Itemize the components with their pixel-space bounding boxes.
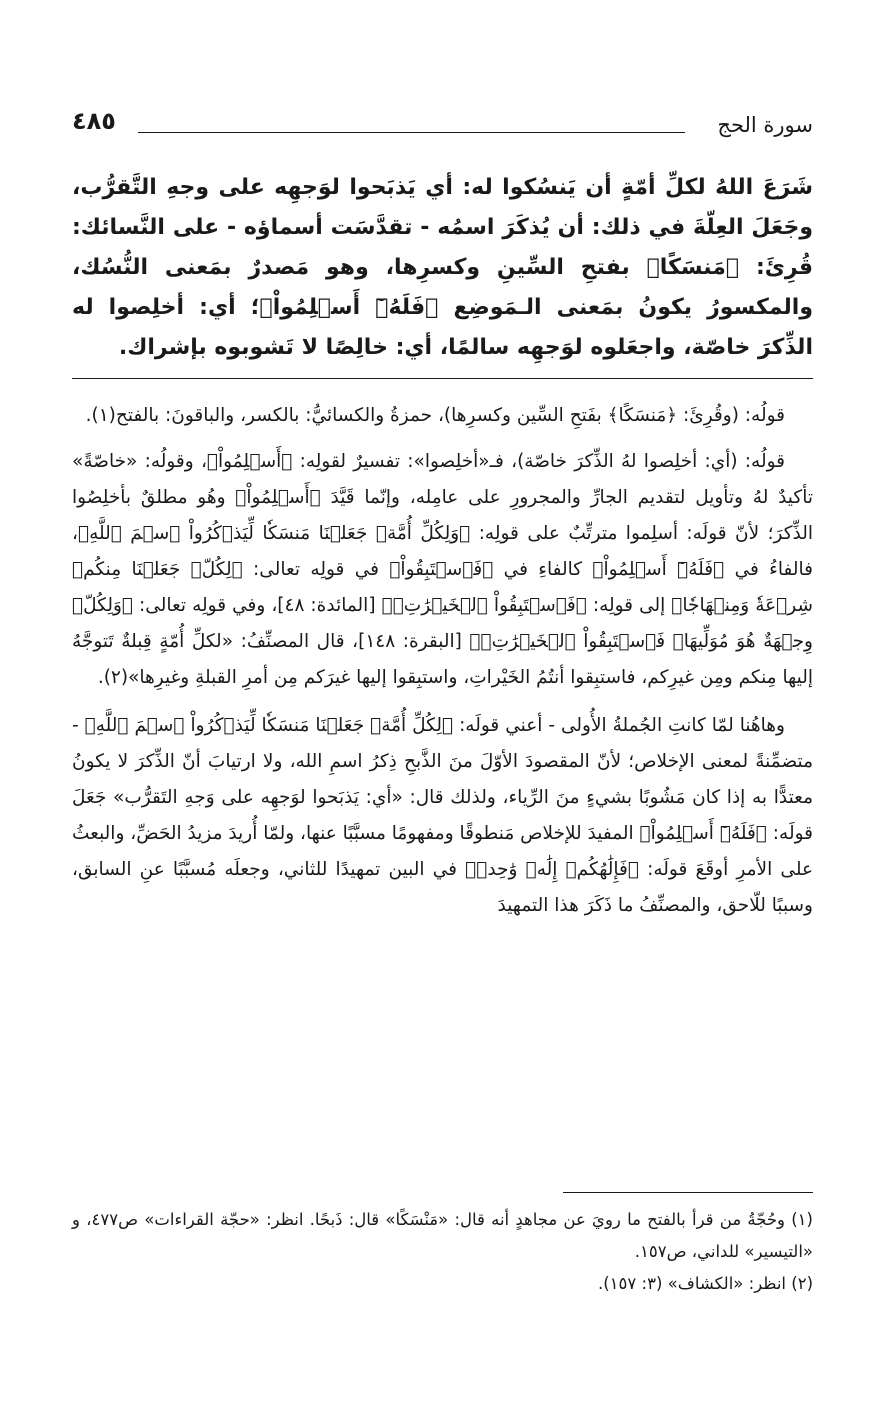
running-header — [72, 104, 813, 144]
surah-name: سورة الحج — [717, 113, 813, 137]
page-number: ٤٨٥ — [72, 107, 116, 135]
footnotes — [72, 1204, 813, 1300]
header-rule — [138, 132, 685, 133]
footnote-2: (٢) انظر: «الكشاف» (٣: ١٥٧). — [597, 1274, 813, 1293]
matn-text — [72, 168, 813, 368]
commentary-paragraph-2: قولُه: (أي: أخلِصوا لهُ الذِّكرَ خاصّة)، فـ«أخلِصوا»: تفسيرٌ لقولِه: ﴿أَسۡلِمُواْ﴾، وقولُه: «خاصّةً» تأكيدٌ لهُ وتأويل لتقديم الجارِّ والمجرورِ على عامِله، وإنّما قَيَّدَ ﴿أَسۡلِمُواْ﴾ وهُو مطلقٌ بأخلِصُوا الذِّكرَ؛ لأنّ قولَه: أسلِموا مترتِّبٌ على قولِه: ﴿وَلِكُلِّ أُمَّةٖ جَعَلۡنَا مَنسَكٗا لِّيَذۡكُرُواْ ٱسۡمَ ٱللَّهِ﴾، فالفاءُ في ﴿فَلَهُۥٓ أَسۡلِمُواْ﴾ كالفاءِ في ﴿فَٱسۡتَبِقُواْ﴾ في قولِه تعالى: ﴿لِكُلّٖ جَعَلۡنَا مِنكُمۡ شِرۡعَةٗ وَمِنۡهَاجٗا﴾ إلى قولِه: ﴿فَٱسۡتَبِقُواْ ٱلۡخَيۡرَٰتِۚ﴾ [المائدة: ٤٨]، وفي قولِه تعالى: ﴿وَلِكُلّٖ وِجۡهَةٌ هُوَ مُوَلِّيهَاۖ فَٱسۡتَبِقُواْ ٱلۡخَيۡرَٰتِۚ﴾ [البقرة: ١٤٨]، قال المصنِّفُ: «لكلِّ أُمّةٍ قِبلةٌ تَتوجَّهُ إليها مِنكم ومِن غيرِكم، فاستبِقوا أنتُمُ الخَيْراتِ، واستبِقوا إليها غيرَكم مِن أمرِ القبلةِ وغيرِها»(٢). — [72, 451, 813, 688]
footnote-1: (١) وحُجّةُ من قرأ بالفتح ما رويَ عن مجاهدٍ أنه قال: «مَنْسَكًا» قال: ذَبحًا. انظر: «حجّة القراءات» ص٤٧٧، و «التيسير» للداني، ص١٥٧. — [72, 1210, 813, 1261]
commentary-paragraph-3: وهاهُنا لمّا كانتِ الجُملةُ الأُولى - أعني قولَه: ﴿لِكُلِّ أُمَّةٖ جَعَلۡنَا مَنسَكٗا لِّيَذۡكُرُواْ ٱسۡمَ ٱللَّهِ﴾ - متضمِّنةً لمعنى الإخلاص؛ لأنّ المقصودَ الأوّلَ منَ الذَّبحِ ذِكرُ اسمِ الله، ولا ارتيابَ أنّ الذِّكرَ لا يكونُ معتدًّا به إذا كان مَشُوبًا بشيءٍ منَ الرِّياء، ولذلك قال: «أي: يَذبَحوا لوَجهِه على وَجهِ التَقرُّب» جَعَلَ قولَه: ﴿فَلَهُۥٓ أَسۡلِمُواْ﴾ المفيدَ للإخلاص مَنطوقًا ومفهومًا مسبَّبًا عنها، ولمّا أُريدَ مزيدُ الحَضِّ، والبعثُ على الأمرِ أوقَعَ قولَه: ﴿فَإِلَٰهُكُمۡ إِلَٰهٞ وَٰحِدٞ﴾ في البين تمهيدًا للثاني، وجعلَه مُسبَّبًا عنِ السابق، وسببًا للّاحق، والمصنِّفُ ما ذَكَرَ هذا التمهيدَ — [72, 715, 813, 916]
commentary-paragraph-1: قولُه: (وقُرِئَ: ﴿مَنسَكًا﴾ بفَتحِ السِّين وكسرِها)، حمزةُ والكسائيُّ: بالكسر، والباقونَ: بالفتح(١). — [85, 405, 785, 426]
section-divider — [72, 378, 813, 379]
matn-paragraph: شَرَعَ اللهُ لكلِّ أمّةٍ أن يَنسُكوا له: أي يَذبَحوا لوَجهِه على وجهِ التَّقرُّب، وجَعَلَ العِلّةَ في ذلك: أن يُذكَرَ اسمُه - تقدَّسَت أسماؤه - على النَّسائك: قُرِئَ: ﴿مَنسَكًا﴾ بفتحِ السِّينِ وكسرِها، وهو مَصدرٌ بمَعنى النُّسُك، والمكسورُ يكونُ بمَعنى الـمَوضِع ﴿فَلَهُۥٓ أَسۡلِمُواْ﴾؛ أي: أخلِصوا له الذِّكرَ خاصّة، واجعَلوه لوَجهِه سالمًا، أي: خالِصًا لا تَشوبوه بإشراك. — [72, 175, 813, 360]
footnote-divider — [563, 1192, 813, 1193]
commentary — [72, 398, 813, 934]
